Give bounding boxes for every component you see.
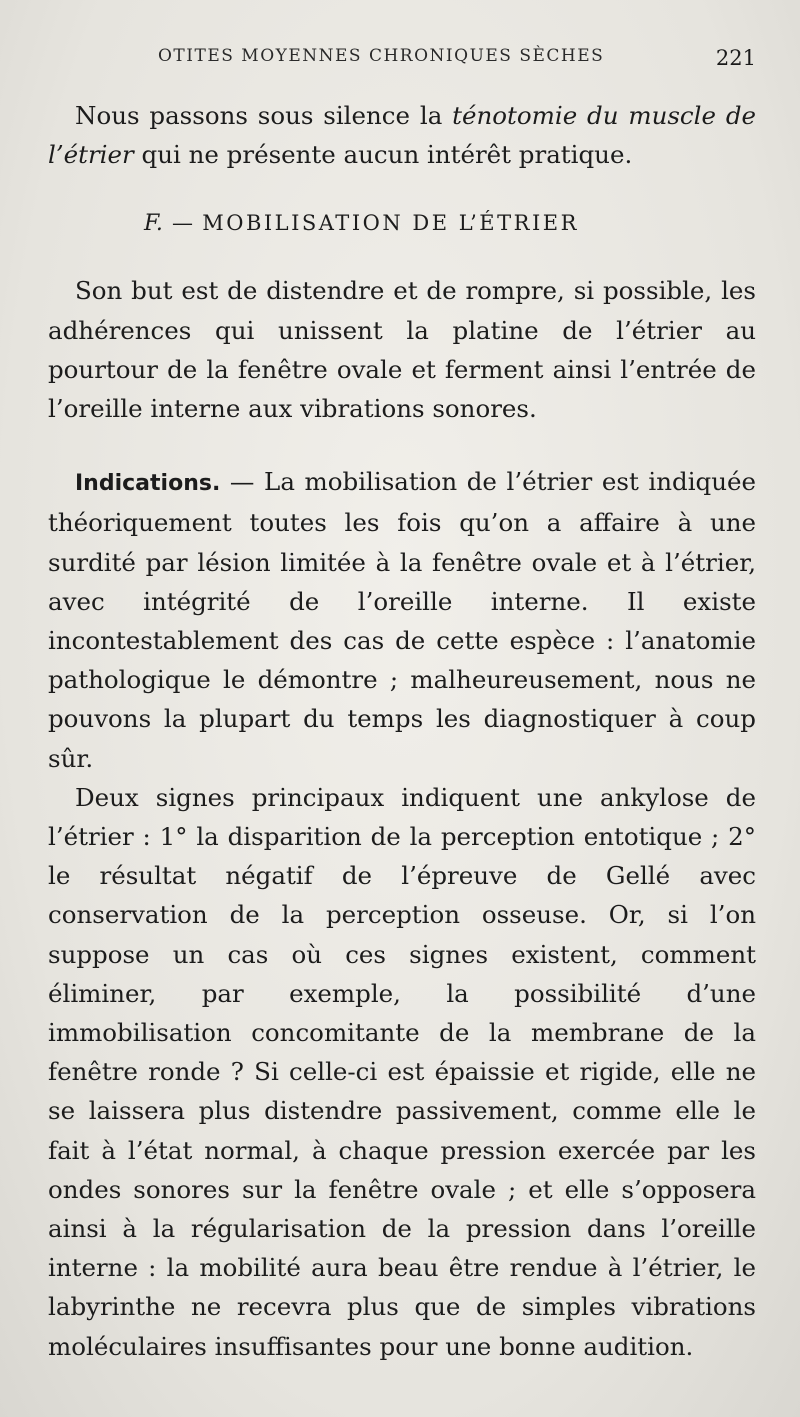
paragraph-tenotomie xyxy=(48,96,756,174)
paragraph-text: qui ne présente aucun intérêt pratique. xyxy=(133,140,633,170)
section-dash: — xyxy=(172,211,194,236)
page-number: 221 xyxy=(715,46,756,70)
page-body xyxy=(48,96,756,1366)
paragraph-purpose: Son but est de distendre et de rompre, si possible, les adhérences qui unissent la platine de l’étrier au pourtour de la fenêtre ovale et ferment ainsi l’entrée de l’oreille interne aux vibrations sonores. xyxy=(48,276,756,424)
running-title: OTITES MOYENNES CHRONIQUES SÈCHES xyxy=(158,46,605,66)
paragraph-signs: Deux signes principaux indiquent une ankylose de l’étrier : 1° la disparition de la perception entotique ; 2° le résultat négatif de l’épreuve de Gellé avec conservation de la perception osseuse. Or, si l’on suppose un cas où ces signes existent, comment éliminer, par exemple, la possibilité d’une immobilisation concomitante de la membrane de la fenêtre ronde ? Si celle-ci est épaissie et rigide, elle ne se laissera plus distendre passivement, comme elle le fait à l’état normal, à chaque pression exercée par les ondes sonores sur la fenêtre ovale ; et elle s’opposera ainsi à la régularisation de la pression dans l’oreille interne : la mobilité aura beau être rendue à l’étrier, le labyrinthe ne recevra plus que de simples vibrations moléculaires insuffisantes pour une bonne audition. xyxy=(48,782,756,1361)
section-letter: F. xyxy=(144,211,163,237)
section-heading xyxy=(48,208,756,239)
section-title: MOBILISATION DE L’ÉTRIER xyxy=(202,211,579,236)
paragraph-gap xyxy=(48,428,756,462)
paragraph-text: Nous passons sous silence la xyxy=(75,101,453,130)
paragraph-indications xyxy=(48,462,756,778)
page-header xyxy=(48,46,756,76)
run-in-heading: Indications. xyxy=(75,471,221,497)
italic-term: ténotomie du muscle de l’étrier xyxy=(48,101,756,170)
paragraph-text: — La mobilisation de l’étrier est indiquée théoriquement toutes les fois qu’on a affaire à une surdité par lésion limitée à la fenêtre ovale et à l’étrier, avec intégrité de l’oreille interne. Il existe incontestablement des cas de cette espèce : l’anatomie pathologique le démontre ; malheureusement, nous ne pouvons la plupart du temps les diagnostiquer à coup sûr. xyxy=(48,467,756,773)
